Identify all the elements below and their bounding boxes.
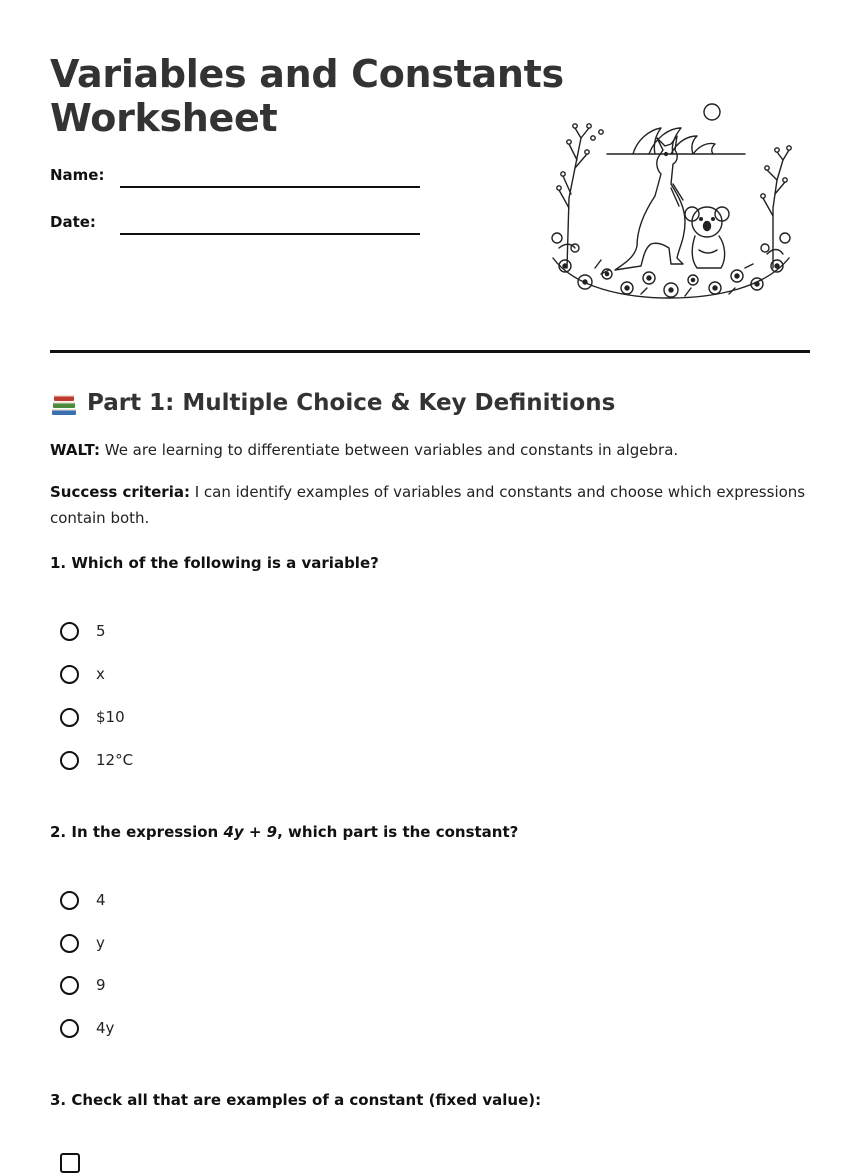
option-label: 12°C [96,751,134,769]
question-1-option[interactable] [60,704,125,730]
worksheet-title-line-2: Worksheet [50,96,278,140]
books-icon [50,389,78,417]
date-label: Date: [50,213,96,231]
question-3-prompt: 3. Check all that are examples of a constant (fixed value): [50,1091,542,1109]
kangaroo-koala-illustration [545,98,795,303]
worksheet-title [50,52,564,140]
option-label: $10 [96,708,125,726]
radio-button[interactable] [60,891,79,910]
success-label: Success criteria: [50,483,190,501]
option-label: 5 [96,622,106,640]
question-2-option[interactable] [60,972,106,998]
radio-button[interactable] [60,1019,79,1038]
radio-button[interactable] [60,708,79,727]
question-2-option[interactable] [60,1015,114,1041]
question-1-option[interactable] [60,661,105,687]
part1-heading-text: Part 1: Multiple Choice & Key Definitions [87,390,616,416]
question-2-prompt-start: 2. In the expression [50,823,224,841]
question-1-option[interactable] [60,747,133,773]
success-text: I can identify examples of variables and constants and choose which expressions contain both. [50,483,806,527]
name-label: Name: [50,166,105,184]
koala-body [692,236,724,268]
radio-button[interactable] [60,751,79,770]
radio-button[interactable] [60,934,79,953]
question-3-option[interactable] [60,1150,80,1176]
flower-border [552,233,790,298]
radio-button[interactable] [60,622,79,641]
question-2-option[interactable] [60,887,106,913]
option-label: 9 [96,976,106,994]
section-divider [50,350,810,353]
radio-button[interactable] [60,976,79,995]
option-label: 4y [96,1019,115,1037]
option-label: x [96,665,105,683]
question-1-prompt: 1. Which of the following is a variable? [50,554,379,572]
option-label: y [96,934,105,952]
part1-heading [50,389,615,417]
date-field[interactable] [120,233,420,235]
question-2-option[interactable] [60,930,105,956]
question-1-option[interactable] [60,618,106,644]
question-2-prompt-end: , which part is the constant? [277,823,519,841]
walt-text: We are learning to differentiate between variables and constants in algebra. [99,441,679,459]
option-label: 4 [96,891,106,909]
question-2-expression: 4y + 9 [223,823,278,841]
name-field[interactable] [120,186,420,188]
walt-label: WALT: [50,441,100,459]
kangaroo-body [615,136,685,270]
question-2-prompt [50,823,518,841]
sun-icon [704,104,720,120]
walt-statement [50,437,810,463]
radio-button[interactable] [60,665,79,684]
checkbox[interactable] [60,1153,80,1173]
success-criteria [50,479,810,531]
worksheet-title-line-1: Variables and Constants [50,52,564,96]
opera-sail-4 [693,143,715,154]
